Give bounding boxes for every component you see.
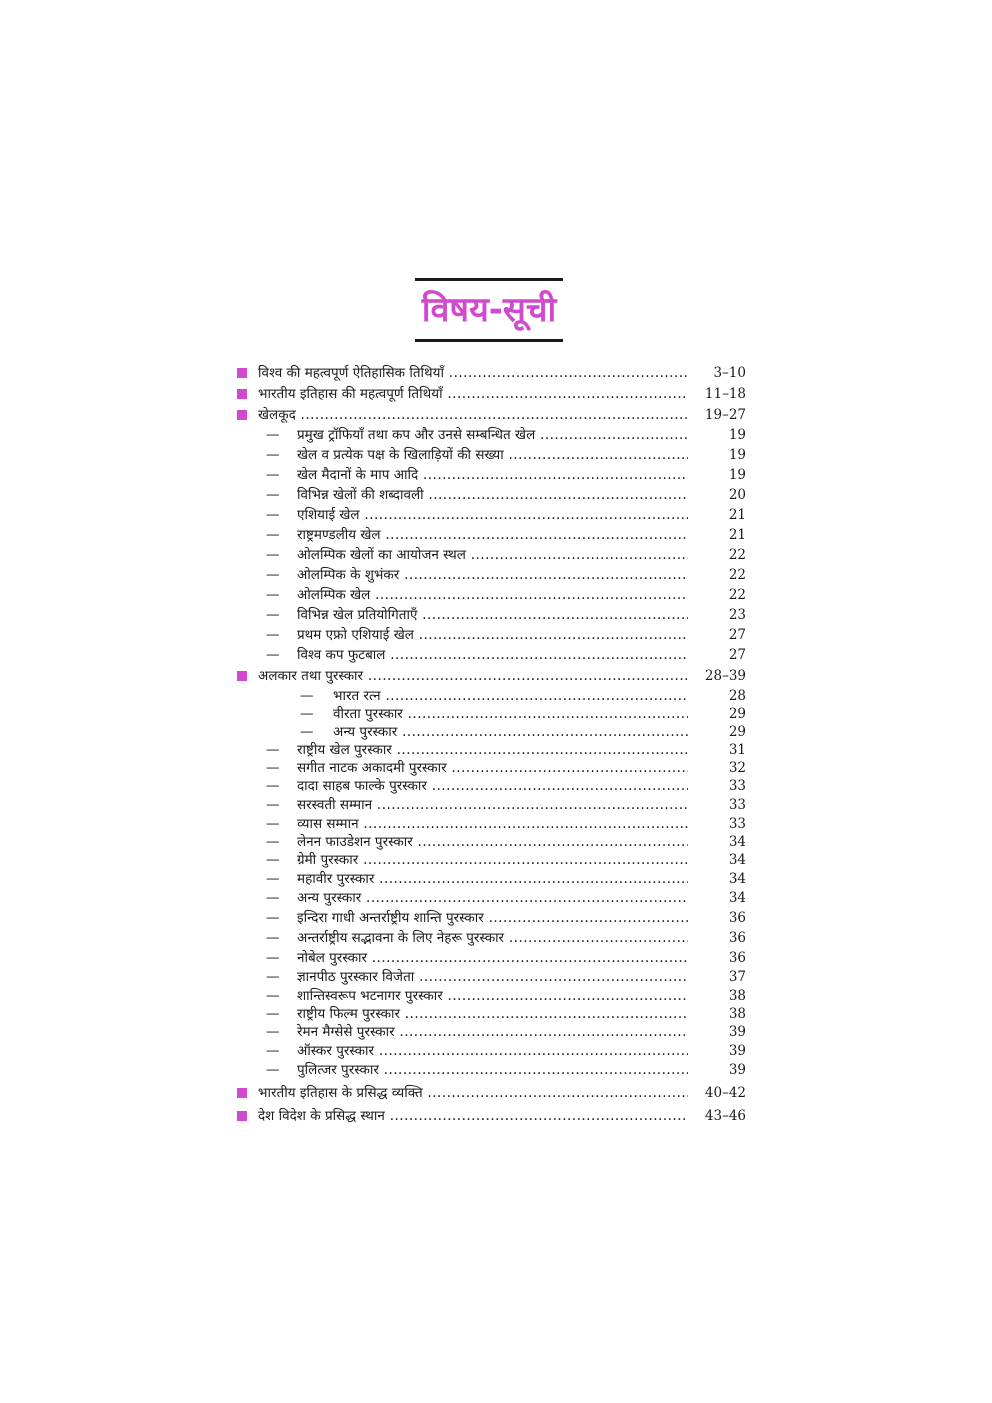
toc-entry-label: अलकार तथा पुरस्कार .....: [258, 666, 688, 686]
toc-entry-label: भारत रत्न .....: [333, 686, 688, 706]
toc-entry-page: 33: [728, 778, 746, 794]
toc-entry-page: 28–39: [704, 668, 746, 684]
dash-marker: —: [300, 706, 314, 722]
toc-entry: [0, 722, 992, 742]
toc-entry-label: नोबेल पुरस्कार .....: [297, 948, 688, 968]
dash-marker: —: [266, 760, 280, 776]
toc-entry: [0, 1083, 992, 1103]
dash-marker: —: [266, 627, 280, 643]
toc-entry: [0, 545, 992, 565]
toc-entry-label: खेलकूद .....: [258, 405, 688, 425]
toc-entry-page: 33: [728, 797, 746, 813]
dash-marker: —: [266, 890, 280, 906]
toc-entry-page: 21: [728, 507, 746, 523]
dash-marker: —: [266, 1024, 280, 1040]
toc-entry-label: राष्ट्रमण्डलीय खेल .....: [297, 525, 688, 545]
toc-entry-page: 22: [728, 567, 746, 583]
toc-entry: [0, 1106, 992, 1126]
toc-entry: [0, 465, 992, 485]
toc-entry: [0, 795, 992, 815]
square-bullet-icon: [237, 389, 247, 399]
toc-entry: [0, 928, 992, 948]
toc-entry: [0, 888, 992, 908]
toc-entry-label: दादा साहब फाल्के पुरस्कार .....: [297, 776, 688, 796]
dash-marker: —: [266, 797, 280, 813]
toc-entry-label: ओलम्पिक खेलों का आयोजन स्थल .....: [297, 545, 688, 565]
toc-entry: [0, 1022, 992, 1042]
dash-marker: —: [266, 487, 280, 503]
toc-entry-page: 40–42: [704, 1085, 746, 1101]
dash-marker: —: [266, 547, 280, 563]
dash-marker: —: [266, 1006, 280, 1022]
dash-marker: —: [266, 969, 280, 985]
toc-entry: [0, 758, 992, 778]
toc-entry-label: अन्य पुरस्कार .....: [333, 722, 688, 742]
dash-marker: —: [266, 742, 280, 758]
toc-entry-page: 38: [728, 988, 746, 1004]
toc-entry-label: इन्दिरा गाधी अन्तर्राष्ट्रीय शान्ति पुरस्कार .....: [297, 908, 688, 928]
toc-entry-label: सगीत नाटक अकादमी पुरस्कार .....: [297, 758, 688, 778]
dash-marker: —: [266, 950, 280, 966]
toc-entry-label: भारतीय इतिहास के प्रसिद्ध व्यक्ति .....: [258, 1083, 688, 1103]
toc-entry-page: 23: [728, 607, 746, 623]
toc-entry: [0, 505, 992, 525]
toc-entry-label: देश विदेश के प्रसिद्ध स्थान .....: [258, 1106, 688, 1126]
toc-entry: [0, 869, 992, 889]
dash-marker: —: [266, 507, 280, 523]
toc-entry: [0, 686, 992, 706]
toc-entry-page: 33: [728, 816, 746, 832]
toc-entry-page: 39: [728, 1062, 746, 1078]
toc-entry-page: 36: [728, 950, 746, 966]
toc-entry-page: 31: [728, 742, 746, 758]
dash-marker: —: [266, 567, 280, 583]
toc-entry-page: 34: [728, 852, 746, 868]
toc-entry-label: महावीर पुरस्कार .....: [297, 869, 688, 889]
toc-entry: [0, 814, 992, 834]
dash-marker: —: [266, 467, 280, 483]
toc-entry-label: एशियाई खेल .....: [297, 505, 688, 525]
toc-entry: [0, 625, 992, 645]
toc-entry: [0, 740, 992, 760]
square-bullet-icon: [237, 671, 247, 681]
dash-marker: —: [266, 427, 280, 443]
toc-entry-page: 29: [728, 706, 746, 722]
toc-entry-label: ओलम्पिक के शुभंकर .....: [297, 565, 688, 585]
toc-entry: [0, 986, 992, 1006]
toc-entry: [0, 645, 992, 665]
toc-entry-label: पुलित्जर पुरस्कार .....: [297, 1060, 688, 1080]
toc-entry-page: 39: [728, 1024, 746, 1040]
toc-entry-page: 34: [728, 890, 746, 906]
toc-entry: [0, 1060, 992, 1080]
toc-entry-label: अन्तर्राष्ट्रीय सद्भावना के लिए नेहरू पुरस्कार .....: [297, 928, 688, 948]
toc-entry-page: 34: [728, 871, 746, 887]
toc-entry-page: 36: [728, 930, 746, 946]
toc-entry: [0, 445, 992, 465]
toc-entry-page: 32: [728, 760, 746, 776]
toc-entry-page: 28: [728, 688, 746, 704]
page-title: विषय-सूची: [421, 290, 557, 330]
toc-entry-label: भारतीय इतिहास की महत्वपूर्ण तिथियाँ .....: [258, 384, 688, 404]
toc-entry: [0, 384, 992, 404]
toc-entry: [0, 363, 992, 383]
toc-entry-page: 19: [728, 447, 746, 463]
toc-entry: [0, 967, 992, 987]
toc-entry-label: रेमन मैग्सेसे पुरस्कार .....: [297, 1022, 688, 1042]
toc-entry-page: 3–10: [713, 365, 746, 381]
toc-entry-page: 27: [728, 647, 746, 663]
toc-entry-label: व्यास सम्मान .....: [297, 814, 688, 834]
dash-marker: —: [266, 930, 280, 946]
toc-entry: [0, 1004, 992, 1024]
square-bullet-icon: [237, 410, 247, 420]
toc-entry-label: विभिन्न खेल प्रतियोगिताएँ .....: [297, 605, 688, 625]
toc-entry-label: वीरता पुरस्कार .....: [333, 704, 688, 724]
toc-entry-page: 43–46: [704, 1108, 746, 1124]
dash-marker: —: [266, 447, 280, 463]
toc-entry-page: 19: [728, 467, 746, 483]
dash-marker: —: [266, 871, 280, 887]
dash-marker: —: [266, 816, 280, 832]
toc-entry: [0, 405, 992, 425]
dash-marker: —: [266, 852, 280, 868]
toc-entry-page: 27: [728, 627, 746, 643]
dash-marker: —: [266, 1043, 280, 1059]
dash-marker: —: [266, 647, 280, 663]
toc-entry-page: 11–18: [704, 386, 746, 402]
dash-marker: —: [266, 988, 280, 1004]
square-bullet-icon: [237, 1088, 247, 1098]
dash-marker: —: [300, 724, 314, 740]
dash-marker: —: [266, 834, 280, 850]
dash-marker: —: [266, 607, 280, 623]
dash-marker: —: [266, 778, 280, 794]
toc-entry-label: ज्ञानपीठ पुरस्कार विजेता .....: [297, 967, 688, 987]
dash-marker: —: [266, 527, 280, 543]
toc-entry-label: राष्ट्रीय खेल पुरस्कार .....: [297, 740, 688, 760]
toc-entry-label: खेल व प्रत्येक पक्ष के खिलाड़ियों की सख्या .....: [297, 445, 688, 465]
toc-entry: [0, 485, 992, 505]
toc-entry: [0, 585, 992, 605]
toc-entry: [0, 704, 992, 724]
toc-entry-page: 36: [728, 910, 746, 926]
toc-entry: [0, 525, 992, 545]
toc-entry-label: विश्व की महत्वपूर्ण ऐतिहासिक तिथियाँ .....: [258, 363, 688, 383]
toc-entry: [0, 850, 992, 870]
toc-entry: [0, 425, 992, 445]
toc-entry-label: विश्व कप फुटबाल .....: [297, 645, 688, 665]
toc-entry-label: राष्ट्रीय फिल्म पुरस्कार .....: [297, 1004, 688, 1024]
square-bullet-icon: [237, 1111, 247, 1121]
toc-entry-page: 22: [728, 587, 746, 603]
toc-entry-page: 22: [728, 547, 746, 563]
toc-entry: [0, 908, 992, 928]
toc-entry-label: सरस्वती सम्मान .....: [297, 795, 688, 815]
dash-marker: —: [266, 910, 280, 926]
toc-entry-label: अन्य पुरस्कार .....: [297, 888, 688, 908]
toc-entry: [0, 666, 992, 686]
dash-marker: —: [266, 1062, 280, 1078]
toc-entry-label: लेनन फाउडेशन पुरस्कार .....: [297, 832, 688, 852]
toc-entry-label: खेल मैदानों के माप आदि .....: [297, 465, 688, 485]
toc-entry: [0, 776, 992, 796]
dash-marker: —: [300, 688, 314, 704]
dash-marker: —: [266, 587, 280, 603]
toc-entry-label: विभिन्न खेलों की शब्दावली .....: [297, 485, 688, 505]
toc-entry-page: 19: [728, 427, 746, 443]
toc-entry: [0, 565, 992, 585]
toc-entry: [0, 832, 992, 852]
square-bullet-icon: [237, 368, 247, 378]
toc-entry-page: 20: [728, 487, 746, 503]
toc-entry-page: 39: [728, 1043, 746, 1059]
toc-entry: [0, 1041, 992, 1061]
toc-entry-label: शान्तिस्वरूप भटनागर पुरस्कार .....: [297, 986, 688, 1006]
toc-entry-label: ग्रेमी पुरस्कार .....: [297, 850, 688, 870]
toc-entry-page: 29: [728, 724, 746, 740]
toc-entry-label: प्रथम एफ्रो एशियाई खेल .....: [297, 625, 688, 645]
toc-entry-label: ऑस्कर पुरस्कार .....: [297, 1041, 688, 1061]
toc-entry-page: 21: [728, 527, 746, 543]
toc-entry-label: प्रमुख ट्रॉफियाँ तथा कप और उनसे सम्बन्धित खेल .....: [297, 425, 688, 445]
toc-entry-label: ओलम्पिक खेल .....: [297, 585, 688, 605]
toc-entry-page: 38: [728, 1006, 746, 1022]
toc-entry-page: 37: [728, 969, 746, 985]
toc-entry-page: 19–27: [704, 407, 746, 423]
toc-entry: [0, 948, 992, 968]
toc-entry-page: 34: [728, 834, 746, 850]
toc-entry: [0, 605, 992, 625]
